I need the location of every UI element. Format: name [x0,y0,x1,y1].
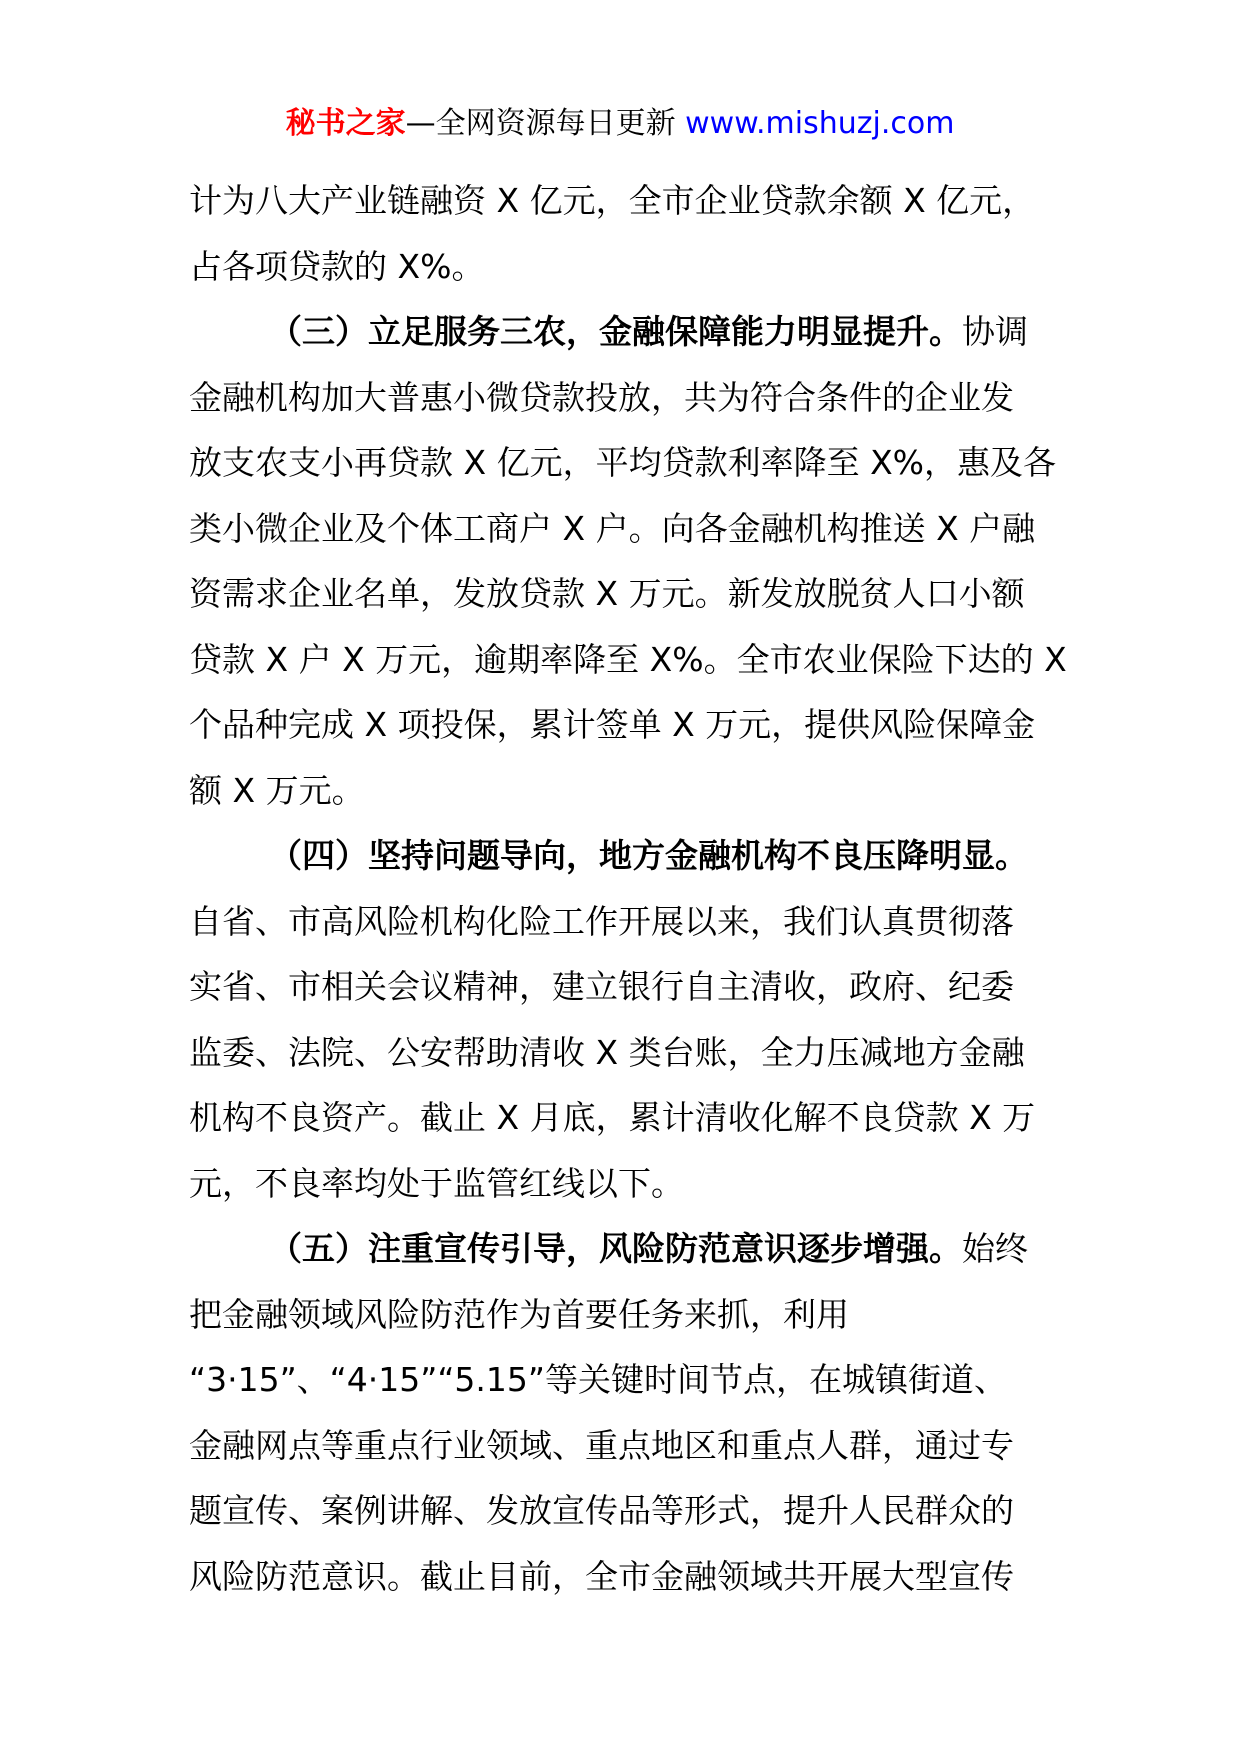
line-text: 资需求企业名单，发放贷款 X 万元。新发放脱贫人口小额 [189,574,1025,613]
text-line [189,168,1069,234]
line-text: 占各项贷款的 X%。 [189,246,485,286]
line-text: 自省、市高风险机构化险工作开展以来，我们认真贯彻落 [189,901,1014,941]
text-line [189,1478,1069,1544]
section-heading: （五）注重宣传引导，风险防范意识逐步增强。 [269,1229,962,1268]
text-line [189,1544,1069,1610]
line-text: 额 X 万元。 [189,770,365,810]
text-line [189,889,1069,955]
text-line [189,954,1069,1020]
text-line [189,234,1069,300]
text-line [189,1020,1069,1086]
line-text: 题宣传、案例讲解、发放宣传品等形式，提升人民群众的 [189,1491,1014,1530]
line-text: 元，不良率均处于监管红线以下。 [189,1163,684,1203]
line-text: 把金融领域风险防范作为首要任务来抓，利用 [189,1294,849,1334]
text-line [189,758,1069,824]
header-brand: 秘书之家 [285,106,406,141]
document-body [189,168,1069,1609]
line-text: “3·15”、“4·15”“5.15”等关键时间节点，在城镇街道、 [189,1360,1008,1399]
text-line [189,1282,1069,1348]
line-text: 放支农支小再贷款 X 亿元，平均贷款利率降至 X%，惠及各 [189,443,1057,482]
text-line [189,1347,1069,1413]
section-heading: （三）立足服务三农，金融保障能力明显提升。 [269,312,962,351]
section-heading: （四）坚持问题导向，地方金融机构不良压降明显。 [269,836,1028,875]
line-text: 机构不良资产。截止 X 月底，累计清收化解不良贷款 X 万 [189,1098,1036,1137]
line-text: 协调 [962,312,1028,351]
header-tagline: —全网资源每日更新 [405,106,686,141]
line-text: 类小微企业及个体工商户 X 户。向各金融机构推送 X 户融 [189,508,1036,548]
line-text: 金融机构加大普惠小微贷款投放，共为符合条件的企业发 [189,377,1014,417]
line-text: 贷款 X 户 X 万元，逾期率降至 X%。全市农业保险下达的 X [189,639,1067,679]
line-text: 计为八大产业链融资 X 亿元，全市企业贷款余额 X 亿元， [189,181,1036,220]
header-url[interactable]: www.mishuzj.com [685,106,955,141]
line-text: 监委、法院、公安帮助清收 X 类台账，全力压减地方金融 [189,1032,1025,1072]
text-line [189,430,1069,496]
section-heading-line [189,1216,1069,1282]
line-text: 风险防范意识。截止目前，全市金融领域共开展大型宣传 [189,1556,1014,1596]
text-line [189,365,1069,431]
section-heading-line [189,823,1069,889]
text-line [189,1413,1069,1479]
text-line [189,627,1069,693]
text-line [189,1151,1069,1217]
text-line [189,1085,1069,1151]
text-line [189,692,1069,758]
line-text: 实省、市相关会议精神，建立银行自主清收，政府、纪委 [189,967,1014,1006]
text-line [189,496,1069,562]
section-heading-line [189,299,1069,365]
text-line [189,561,1069,627]
line-text: 金融网点等重点行业领域、重点地区和重点人群，通过专 [189,1425,1014,1465]
page-header [0,102,1240,146]
line-text: 始终 [962,1229,1028,1268]
line-text: 个品种完成 X 项投保，累计签单 X 万元，提供风险保障金 [189,705,1036,744]
